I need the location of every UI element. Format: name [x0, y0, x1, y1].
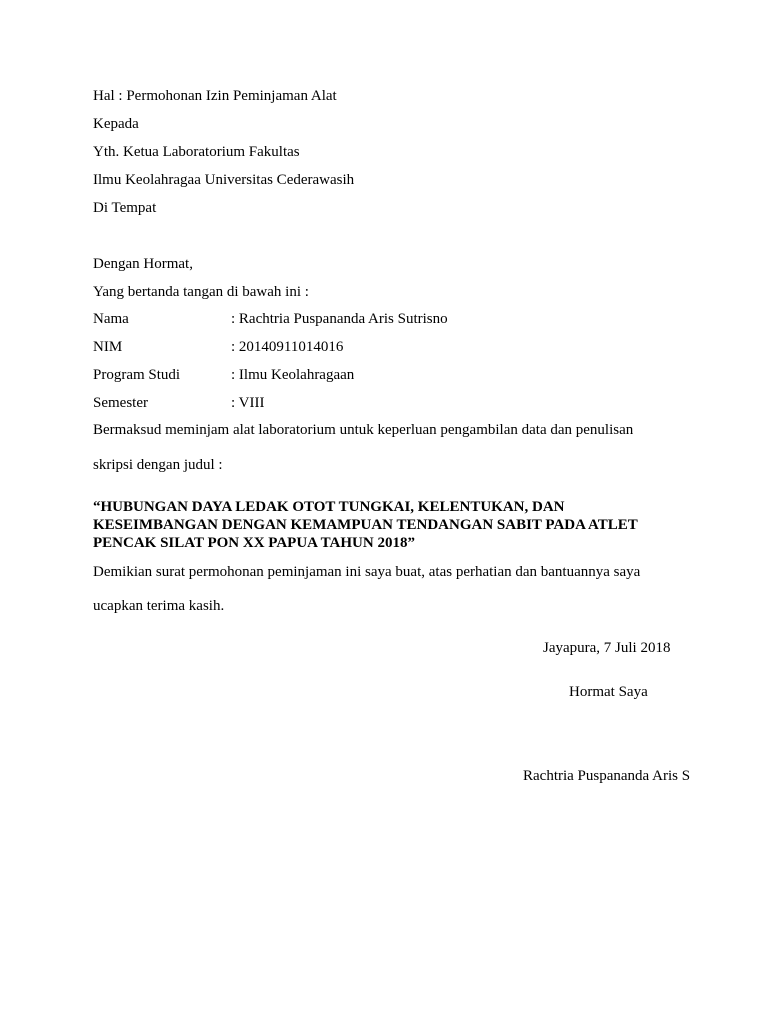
- greeting: Dengan Hormat,: [93, 256, 193, 272]
- field-value-nama: : Rachtria Puspananda Aris Sutrisno: [231, 311, 448, 327]
- signature-name: Rachtria Puspananda Aris S: [523, 768, 691, 784]
- purpose-line-1: Bermaksud meminjam alat laboratorium untuk keperluan pengambilan data dan penulisan: [93, 422, 634, 438]
- field-label-nama: Nama: [93, 311, 129, 327]
- field-value-nim: : 20140911014016: [231, 339, 344, 355]
- place-date: Jayapura, 7 Juli 2018: [543, 640, 671, 656]
- field-label-nim: NIM: [93, 339, 123, 355]
- subject-line: Hal : Permohonan Izin Peminjaman Alat: [93, 88, 337, 104]
- to-label: Kepada: [93, 116, 139, 132]
- closing-line-2: ucapkan terima kasih.: [93, 598, 225, 614]
- purpose-line-2: skripsi dengan judul :: [93, 457, 223, 473]
- field-value-semester: : VIII: [231, 395, 265, 411]
- thesis-title: “HUBUNGAN DAYA LEDAK OTOT TUNGKAI, KELENTUKAN, DAN KESEIMBANGAN DENGAN KEMAMPUAN TENDANGAN SABIT PADA ATLET PENCAK SILAT PON XX PAPUA TAHUN 2018”: [93, 499, 638, 551]
- field-value-program-studi: : Ilmu Keolahragaan: [231, 367, 355, 383]
- field-label-program-studi: Program Studi: [93, 367, 181, 383]
- intro-line: Yang bertanda tangan di bawah ini :: [93, 284, 309, 300]
- closing-line-1: Demikian surat permohonan peminjaman ini saya buat, atas perhatian dan bantuannya saya: [93, 564, 641, 580]
- recipient-line-2: Ilmu Keolahragaa Universitas Cederawasih: [93, 172, 355, 188]
- place-line: Di Tempat: [93, 200, 157, 216]
- field-label-semester: Semester: [93, 395, 148, 411]
- recipient-line-1: Yth. Ketua Laboratorium Fakultas: [93, 144, 300, 160]
- regards: Hormat Saya: [569, 684, 648, 700]
